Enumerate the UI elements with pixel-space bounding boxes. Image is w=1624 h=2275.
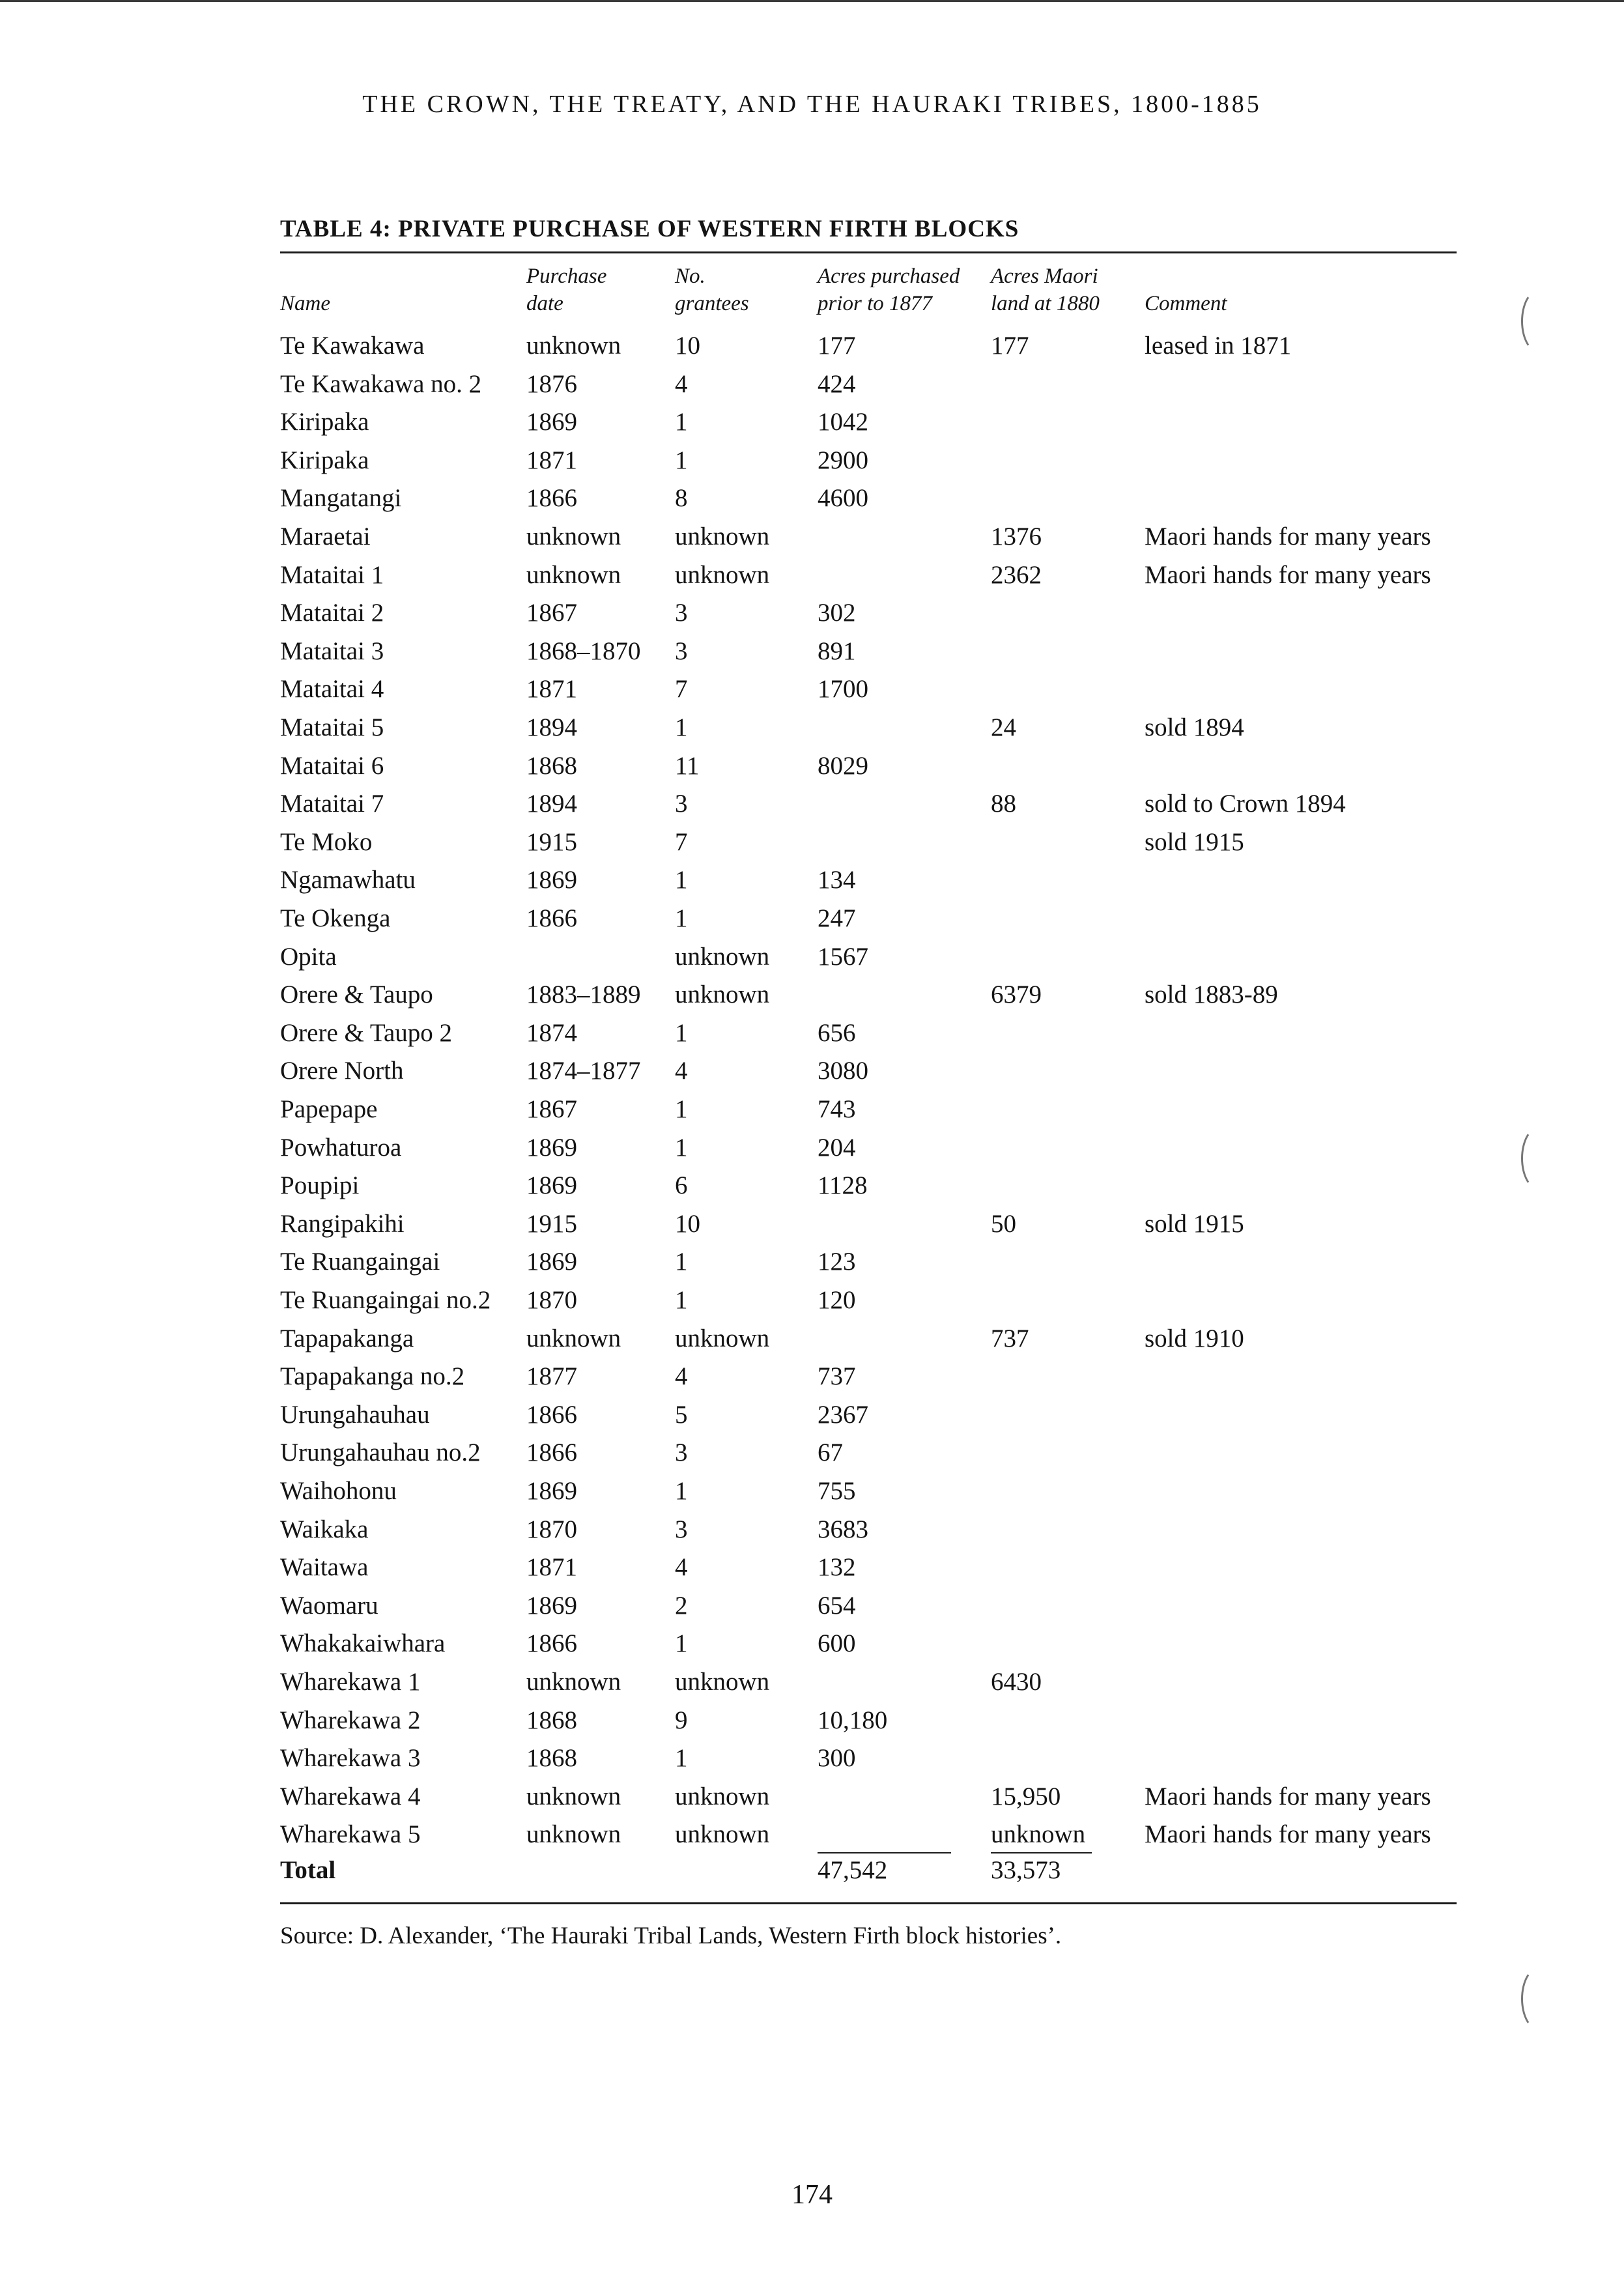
table-row xyxy=(0,1129,1624,1167)
acres-purchased-cell: 204 xyxy=(818,1134,856,1162)
grantees-cell: 2 xyxy=(675,1592,688,1620)
acres-purchased-cell: 8029 xyxy=(818,752,868,780)
purchase-date-cell: unknown xyxy=(526,522,621,551)
acres-purchased-cell: 891 xyxy=(818,637,856,665)
acres-purchased-cell: 654 xyxy=(818,1592,856,1620)
block-name-cell: Mataitai 2 xyxy=(280,599,384,627)
acres-maori-cell: unknown xyxy=(991,1820,1086,1848)
grantees-cell: unknown xyxy=(675,561,770,589)
grantees-cell: 9 xyxy=(675,1706,688,1734)
block-name-cell: Maraetai xyxy=(280,522,371,551)
grantees-cell: unknown xyxy=(675,1820,770,1848)
comment-cell: sold 1910 xyxy=(1145,1324,1244,1352)
grantees-cell: unknown xyxy=(675,522,770,551)
acres-maori-cell: 737 xyxy=(991,1324,1029,1352)
acres-purchased-cell: 247 xyxy=(818,904,856,932)
page-number: 174 xyxy=(791,2180,833,2210)
acres-maori-cell: 15,950 xyxy=(991,1782,1061,1810)
total-row xyxy=(0,1852,1624,1889)
acres-maori-cell: 6379 xyxy=(991,980,1042,1009)
grantees-cell: 7 xyxy=(675,828,688,856)
comment-cell: sold to Crown 1894 xyxy=(1145,790,1346,818)
table-row xyxy=(0,823,1624,861)
table-row xyxy=(0,633,1624,670)
acres-purchased-cell: 600 xyxy=(818,1629,856,1657)
grantees-cell: 1 xyxy=(675,446,688,474)
acres-purchased-cell: 656 xyxy=(818,1019,856,1047)
comment-cell: sold 1894 xyxy=(1145,713,1244,741)
comment-cell: Maori hands for many years xyxy=(1145,1782,1431,1810)
acres-purchased-cell: 132 xyxy=(818,1553,856,1581)
purchase-date-cell: 1871 xyxy=(526,1553,577,1581)
purchase-date-cell: 1871 xyxy=(526,446,577,474)
block-name-cell: Mataitai 6 xyxy=(280,752,384,780)
acres-maori-cell: 6430 xyxy=(991,1668,1042,1696)
grantees-cell: 8 xyxy=(675,484,688,512)
block-name-cell: Orere & Taupo xyxy=(280,980,433,1009)
block-name-cell: Wharekawa 5 xyxy=(280,1820,421,1848)
purchase-date-cell: 1866 xyxy=(526,484,577,512)
table-title: TABLE 4: PRIVATE PURCHASE OF WESTERN FIRTH BLOCKS xyxy=(280,216,1019,242)
acres-maori-cell: 88 xyxy=(991,790,1016,818)
purchase-date-cell: 1866 xyxy=(526,1401,577,1429)
comment-cell: Maori hands for many years xyxy=(1145,561,1431,589)
block-name-cell: Ngamawhatu xyxy=(280,866,416,894)
purchase-date-cell: unknown xyxy=(526,332,621,360)
table-row xyxy=(0,747,1624,785)
purchase-date-cell: 1871 xyxy=(526,675,577,703)
grantees-cell: unknown xyxy=(675,1782,770,1810)
table-row xyxy=(0,670,1624,708)
purchase-date-cell: unknown xyxy=(526,1782,621,1810)
table-bottom-rule xyxy=(280,1902,1457,1904)
purchase-date-cell: 1869 xyxy=(526,866,577,894)
comment-cell: Maori hands for many years xyxy=(1145,522,1431,551)
table-row xyxy=(0,327,1624,365)
table-row xyxy=(0,403,1624,441)
table-row xyxy=(0,1587,1624,1625)
grantees-cell: 1 xyxy=(675,1286,688,1314)
table-row xyxy=(0,1052,1624,1090)
table-row xyxy=(0,1702,1624,1739)
block-name-cell: Wharekawa 2 xyxy=(280,1706,421,1734)
grantees-cell: 1 xyxy=(675,1134,688,1162)
margin-bracket-mark xyxy=(1521,1967,1556,2030)
acres-purchased-cell: 2367 xyxy=(818,1401,868,1429)
block-name-cell: Tapapakanga xyxy=(280,1324,414,1352)
block-name-cell: Wharekawa 3 xyxy=(280,1744,421,1772)
block-name-cell: Waihohonu xyxy=(280,1477,397,1505)
purchase-date-cell: 1867 xyxy=(526,599,577,627)
source-note: Source: D. Alexander, ‘The Hauraki Tribal Lands, Western Firth block histories’. xyxy=(280,1923,1062,1949)
block-name-cell: Kiripaka xyxy=(280,408,369,436)
grantees-cell: unknown xyxy=(675,1668,770,1696)
block-name-cell: Powhaturoa xyxy=(280,1134,402,1162)
purchase-date-cell: 1869 xyxy=(526,1134,577,1162)
block-name-cell: Mataitai 7 xyxy=(280,790,384,818)
grantees-cell: 10 xyxy=(675,1210,700,1238)
block-name-cell: Opita xyxy=(280,943,337,971)
grantees-cell: 11 xyxy=(675,752,700,780)
grantees-cell: 3 xyxy=(675,599,688,627)
table-row xyxy=(0,1816,1624,1853)
grantees-cell: 3 xyxy=(675,1438,688,1467)
purchase-date-cell: 1866 xyxy=(526,1438,577,1467)
grantees-cell: 4 xyxy=(675,1057,688,1085)
table-row xyxy=(0,556,1624,594)
purchase-date-cell: 1894 xyxy=(526,790,577,818)
acres-purchased-cell: 743 xyxy=(818,1095,856,1123)
purchase-date-cell: 1915 xyxy=(526,1210,577,1238)
grantees-cell: 1 xyxy=(675,713,688,741)
acres-purchased-cell: 1042 xyxy=(818,408,868,436)
column-header-name: Name xyxy=(280,292,330,315)
block-name-cell: Te Kawakawa xyxy=(280,332,425,360)
block-name-cell: Orere & Taupo 2 xyxy=(280,1019,453,1047)
purchase-date-cell: unknown xyxy=(526,1324,621,1352)
block-name-cell: Mataitai 1 xyxy=(280,561,384,589)
purchase-date-cell: 1868 xyxy=(526,1744,577,1772)
acres-purchased-cell: 10,180 xyxy=(818,1706,888,1734)
block-name-cell: Whakakaiwhara xyxy=(280,1629,446,1657)
acres-purchased-cell: 1128 xyxy=(818,1171,868,1199)
acres-purchased-cell: 3080 xyxy=(818,1057,868,1085)
table-row xyxy=(0,976,1624,1014)
comment-cell: leased in 1871 xyxy=(1145,332,1292,360)
table-row xyxy=(0,709,1624,747)
table-row xyxy=(0,900,1624,937)
comment-cell: sold 1915 xyxy=(1145,1210,1244,1238)
block-name-cell: Te Okenga xyxy=(280,904,391,932)
acres-purchased-cell: 2900 xyxy=(818,446,868,474)
table-row xyxy=(0,442,1624,479)
purchase-date-cell: 1869 xyxy=(526,1248,577,1276)
table-row xyxy=(0,1320,1624,1358)
grantees-cell: 1 xyxy=(675,1019,688,1047)
purchase-date-cell: 1877 xyxy=(526,1362,577,1390)
column-header-acres-purchased: Acres purchased prior to 1877 xyxy=(818,265,960,315)
block-name-cell: Waikaka xyxy=(280,1515,369,1543)
table-row xyxy=(0,1243,1624,1281)
acres-maori-cell: 50 xyxy=(991,1210,1016,1238)
column-header-acres-maori: Acres Maori land at 1880 xyxy=(991,265,1100,315)
purchase-date-cell: 1870 xyxy=(526,1286,577,1314)
table-row xyxy=(0,1511,1624,1549)
table-row xyxy=(0,479,1624,517)
grantees-cell: 1 xyxy=(675,1095,688,1123)
purchase-date-cell: 1883–1889 xyxy=(526,980,641,1009)
grantees-cell: 1 xyxy=(675,1477,688,1505)
acres-purchased-cell: 302 xyxy=(818,599,856,627)
table-row xyxy=(0,1434,1624,1472)
table-row xyxy=(0,1625,1624,1663)
grantees-cell: 3 xyxy=(675,637,688,665)
grantees-cell: 1 xyxy=(675,408,688,436)
grantees-cell: 6 xyxy=(675,1171,688,1199)
block-name-cell: Mataitai 5 xyxy=(280,713,384,741)
table-row xyxy=(0,861,1624,899)
grantees-cell: 5 xyxy=(675,1401,688,1429)
grantees-cell: unknown xyxy=(675,980,770,1009)
acres-purchased-cell: 67 xyxy=(818,1438,843,1467)
acres-maori-cell: 24 xyxy=(991,713,1016,741)
acres-purchased-cell: 4600 xyxy=(818,484,868,512)
purchase-date-cell: unknown xyxy=(526,1820,621,1848)
purchase-date-cell: 1915 xyxy=(526,828,577,856)
table-row xyxy=(0,594,1624,632)
table-row xyxy=(0,1014,1624,1052)
acres-purchased-cell: 755 xyxy=(818,1477,856,1505)
block-name-cell: Wharekawa 4 xyxy=(280,1782,421,1810)
table-row xyxy=(0,1091,1624,1128)
block-name-cell: Waomaru xyxy=(280,1592,378,1620)
grantees-cell: 1 xyxy=(675,866,688,894)
grantees-cell: 1 xyxy=(675,904,688,932)
block-name-cell: Papepape xyxy=(280,1095,378,1123)
total-label: Total xyxy=(280,1856,336,1884)
grantees-cell: 7 xyxy=(675,675,688,703)
comment-cell: sold 1883-89 xyxy=(1145,980,1278,1009)
purchase-date-cell: 1869 xyxy=(526,408,577,436)
page-top-border xyxy=(0,0,1624,2)
block-name-cell: Tapapakanga no.2 xyxy=(280,1362,465,1390)
grantees-cell: 1 xyxy=(675,1744,688,1772)
purchase-date-cell: 1869 xyxy=(526,1592,577,1620)
table-row xyxy=(0,938,1624,976)
block-name-cell: Te Ruangaingai xyxy=(280,1248,440,1276)
column-header-purchase-date: Purchase date xyxy=(526,265,607,315)
block-name-cell: Te Kawakawa no. 2 xyxy=(280,370,482,398)
purchase-date-cell: 1874 xyxy=(526,1019,577,1047)
purchase-date-cell: unknown xyxy=(526,561,621,589)
block-name-cell: Mataitai 4 xyxy=(280,675,384,703)
block-name-cell: Orere North xyxy=(280,1057,404,1085)
acres-purchased-cell: 1567 xyxy=(818,943,868,971)
purchase-date-cell: 1869 xyxy=(526,1477,577,1505)
block-name-cell: Te Moko xyxy=(280,828,373,856)
acres-purchased-cell: 120 xyxy=(818,1286,856,1314)
grantees-cell: 10 xyxy=(675,332,700,360)
table-row xyxy=(0,785,1624,823)
acres-purchased-cell: 424 xyxy=(818,370,856,398)
acres-purchased-cell: 737 xyxy=(818,1362,856,1390)
purchase-date-cell: 1867 xyxy=(526,1095,577,1123)
table-row xyxy=(0,1663,1624,1701)
margin-bracket-mark xyxy=(1521,290,1556,352)
table-row xyxy=(0,1396,1624,1434)
purchase-date-cell: 1866 xyxy=(526,904,577,932)
acres-purchased-cell: 3683 xyxy=(818,1515,868,1543)
block-name-cell: Waitawa xyxy=(280,1553,369,1581)
block-name-cell: Mataitai 3 xyxy=(280,637,384,665)
acres-purchased-cell: 123 xyxy=(818,1248,856,1276)
grantees-cell: 4 xyxy=(675,1362,688,1390)
grantees-cell: 3 xyxy=(675,790,688,818)
block-name-cell: Kiripaka xyxy=(280,446,369,474)
block-name-cell: Wharekawa 1 xyxy=(280,1668,421,1696)
grantees-cell: 4 xyxy=(675,1553,688,1581)
block-name-cell: Poupipi xyxy=(280,1171,360,1199)
total-acres-purchased: 47,542 xyxy=(818,1856,888,1884)
acres-maori-cell: 2362 xyxy=(991,561,1042,589)
running-header: THE CROWN, THE TREATY, AND THE HAURAKI TRIBES, 1800-1885 xyxy=(362,91,1262,118)
acres-purchased-cell: 1700 xyxy=(818,675,868,703)
block-name-cell: Te Ruangaingai no.2 xyxy=(280,1286,491,1314)
acres-purchased-cell: 134 xyxy=(818,866,856,894)
purchase-date-cell: 1874–1877 xyxy=(526,1057,641,1085)
column-header-comment: Comment xyxy=(1145,292,1227,315)
table-row xyxy=(0,518,1624,556)
table-row xyxy=(0,1281,1624,1319)
grantees-cell: 3 xyxy=(675,1515,688,1543)
table-row xyxy=(0,1778,1624,1816)
grantees-cell: unknown xyxy=(675,943,770,971)
block-name-cell: Mangatangi xyxy=(280,484,402,512)
table-row xyxy=(0,1167,1624,1205)
table-row xyxy=(0,1205,1624,1243)
acres-purchased-cell: 300 xyxy=(818,1744,856,1772)
acres-maori-cell: 177 xyxy=(991,332,1029,360)
purchase-date-cell: 1866 xyxy=(526,1629,577,1657)
table-row xyxy=(0,1739,1624,1777)
table-row xyxy=(0,1358,1624,1395)
purchase-date-cell: 1868 xyxy=(526,1706,577,1734)
grantees-cell: 4 xyxy=(675,370,688,398)
block-name-cell: Rangipakihi xyxy=(280,1210,405,1238)
purchase-date-cell: 1868–1870 xyxy=(526,637,641,665)
grantees-cell: unknown xyxy=(675,1324,770,1352)
purchase-date-cell: 1869 xyxy=(526,1171,577,1199)
margin-bracket-mark xyxy=(1521,1127,1556,1190)
comment-cell: Maori hands for many years xyxy=(1145,1820,1431,1848)
column-header-grantees: No. grantees xyxy=(675,265,749,315)
table-row xyxy=(0,1472,1624,1510)
purchase-date-cell: 1894 xyxy=(526,713,577,741)
acres-maori-cell: 1376 xyxy=(991,522,1042,551)
total-acres-maori: 33,573 xyxy=(991,1856,1061,1884)
table-row xyxy=(0,1549,1624,1586)
acres-purchased-cell: 177 xyxy=(818,332,856,360)
purchase-date-cell: 1870 xyxy=(526,1515,577,1543)
grantees-cell: 1 xyxy=(675,1629,688,1657)
table-row xyxy=(0,365,1624,403)
purchase-date-cell: 1868 xyxy=(526,752,577,780)
comment-cell: sold 1915 xyxy=(1145,828,1244,856)
block-name-cell: Urungahauhau xyxy=(280,1401,430,1429)
block-name-cell: Urungahauhau no.2 xyxy=(280,1438,481,1467)
purchase-date-cell: unknown xyxy=(526,1668,621,1696)
title-rule xyxy=(280,251,1457,253)
purchase-date-cell: 1876 xyxy=(526,370,577,398)
grantees-cell: 1 xyxy=(675,1248,688,1276)
